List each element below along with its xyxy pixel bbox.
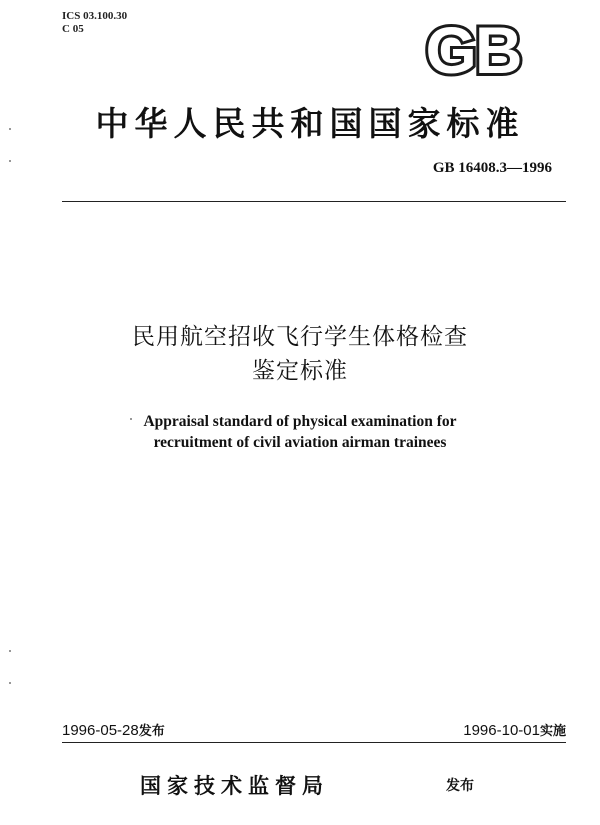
gb-logo [418, 18, 528, 80]
gb-logo-text: GB [425, 18, 521, 80]
bottom-divider [62, 742, 566, 743]
scan-speck [9, 160, 11, 162]
issue-label: 发布 [138, 724, 165, 739]
standard-number: GB 16408.3—1996 [432, 160, 552, 176]
chinese-title-line1: 民用航空招收飞行学生体格检查 [132, 324, 468, 350]
scan-speck [130, 418, 132, 420]
ics-code: ICS 03.100.30 [62, 10, 128, 22]
issue-date-value: 1996-05-28 [62, 722, 139, 739]
class-code: C 05 [62, 23, 84, 35]
scan-speck [9, 650, 11, 652]
classification-codes [62, 10, 127, 36]
english-title-line2: recruitment of civil aviation airman trainees [153, 434, 447, 451]
publisher-suffix: 发布 [446, 778, 474, 794]
national-standard-title: 中华人民共和国国家标准 [95, 104, 525, 143]
implementation-date [400, 720, 566, 739]
implement-date-value: 1996-10-01 [463, 722, 540, 739]
english-title-line1: Appraisal standard of physical examination for [143, 413, 457, 430]
scan-speck [9, 128, 11, 130]
publisher-name: 国家技术监督局 [140, 774, 329, 798]
scan-speck [9, 682, 11, 684]
issue-date [62, 720, 165, 739]
implement-label: 实施 [539, 724, 566, 739]
chinese-title-line2: 鉴定标准 [252, 358, 348, 384]
top-divider [62, 201, 566, 202]
